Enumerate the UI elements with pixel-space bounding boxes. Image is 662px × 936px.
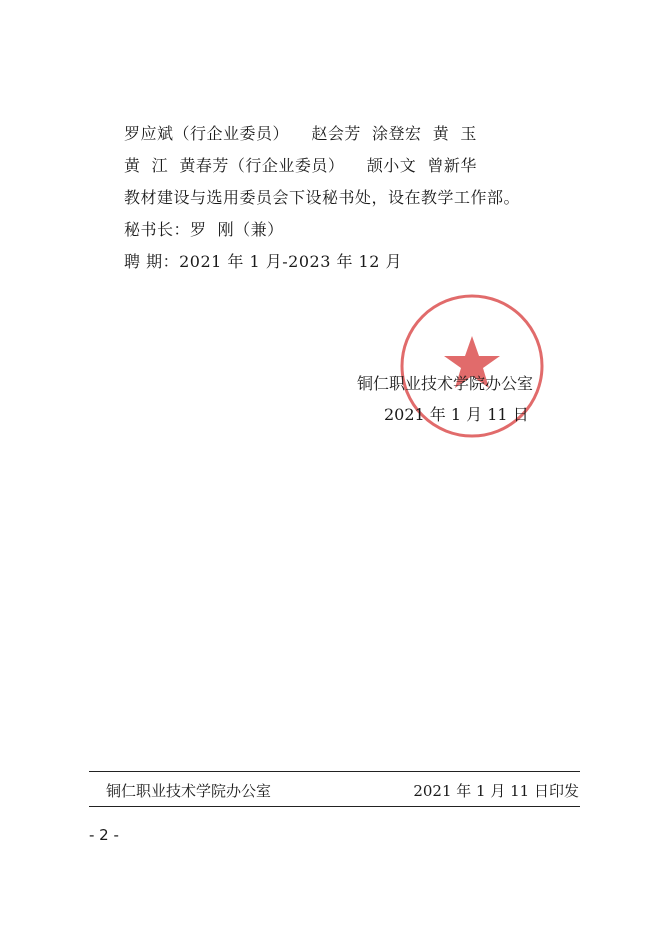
term-line: 聘 期：2021 年 1 月-2023 年 12 月 xyxy=(124,252,402,271)
secretary-general-line: 秘书长：罗 刚（兼） xyxy=(124,220,284,239)
footer-top-rule xyxy=(89,771,580,772)
footer-print-date: 2021 年 1 月 11 日印发 xyxy=(413,782,579,800)
footer-bottom-rule xyxy=(89,806,580,807)
footer-issuer: 铜仁职业技术学院办公室 xyxy=(106,782,272,800)
committee-members-line-2: 黄 江 黄春芳（行企业委员） 颉小文 曾新华 xyxy=(124,156,477,175)
secretariat-statement: 教材建设与选用委员会下设秘书处，设在教学工作部。 xyxy=(124,188,521,207)
signature-date: 2021 年 1 月 11 日 xyxy=(384,405,529,424)
signature-organization: 铜仁职业技术学院办公室 xyxy=(357,374,534,393)
page-number: - 2 - xyxy=(89,826,119,844)
committee-members-line-1: 罗应斌（行企业委员） 赵会芳 涂登宏 黄 玉 xyxy=(124,124,477,143)
